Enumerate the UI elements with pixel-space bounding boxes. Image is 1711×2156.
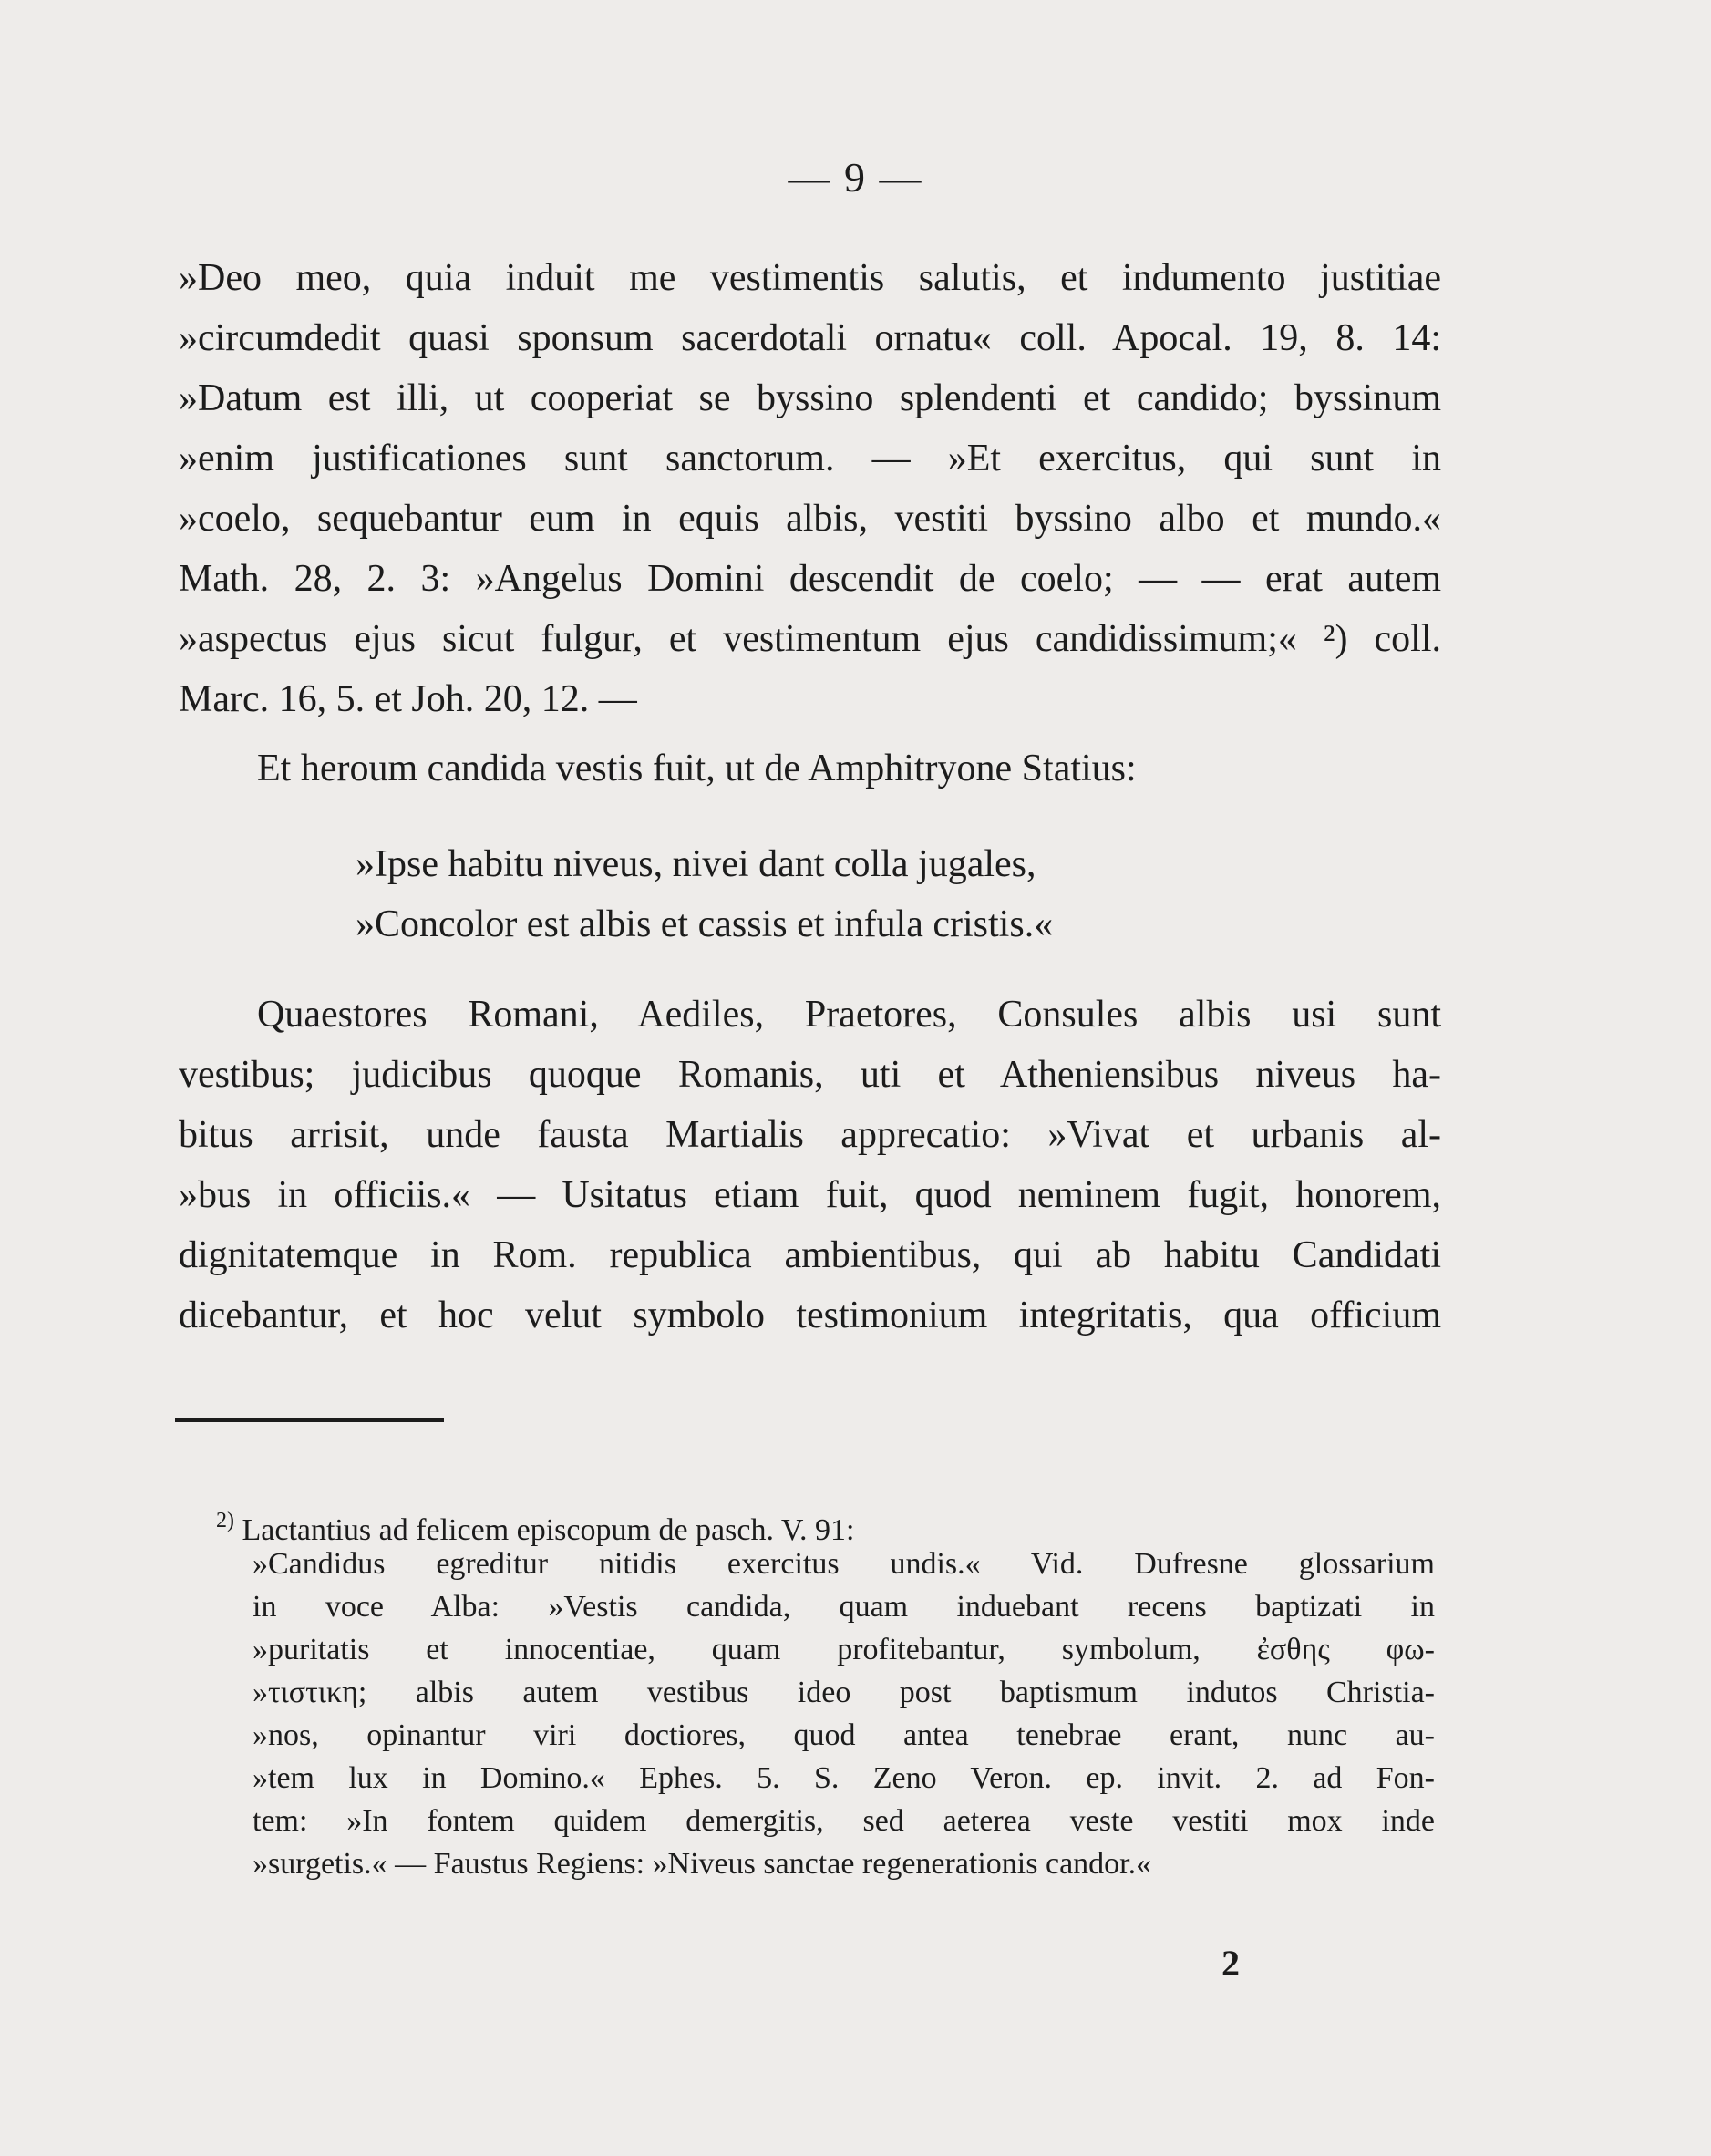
- paragraph-scripture: [179, 248, 1441, 799]
- text-line: Quaestores Romani, Aediles, Praetores, Consules albis usi sunt: [257, 994, 1441, 1036]
- footnote-first-line: [216, 1500, 1435, 1547]
- text-line: »surgetis.« — Faustus Regiens: »Niveus sanctae regenerationis candor.«: [253, 1847, 1152, 1881]
- text-line: Math. 28, 2. 3: »Angelus Domini descendit de coelo; — — erat autem: [179, 558, 1441, 600]
- text-line: »coelo, sequebantur eum in equis albis, vestiti byssino albo et mundo.«: [179, 498, 1441, 540]
- verse-quotation: [356, 834, 1267, 954]
- verse-line: »Concolor est albis et cassis et infula cristis.«: [356, 903, 1054, 945]
- text-line: dicebantur, et hoc velut symbolo testimonium integritatis, qua officium: [179, 1295, 1441, 1336]
- text-line: »aspectus ejus sicut fulgur, et vestimentum ejus candidissimum;« ²) coll.: [179, 618, 1441, 660]
- text-line: dignitatemque in Rom. republica ambientibus, qui ab habitu Candidati: [179, 1234, 1441, 1276]
- page-number-header: — 9 —: [788, 154, 923, 201]
- verse-line: »Ipse habitu niveus, nivei dant colla jugales,: [356, 843, 1036, 885]
- footnote-marker: 2): [216, 1509, 234, 1532]
- text-line: »Datum est illi, ut cooperiat se byssino splendenti et candido; byssinum: [179, 377, 1441, 419]
- text-line: »circumdedit quasi sponsum sacerdotali ornatu« coll. Apocal. 19, 8. 14:: [179, 317, 1441, 359]
- statius-intro: Et heroum candida vestis fuit, ut de Amphitryone Statius:: [257, 748, 1137, 789]
- text-line: »bus in officiis.« — Usitatus etiam fuit, quod neminem fugit, honorem,: [179, 1174, 1441, 1216]
- text-line: »puritatis et innocentiae, quam profitebantur, symbolum, ἐσθης φω-: [253, 1633, 1435, 1666]
- text-line: »nos, opinantur viri doctiores, quod antea tenebrae erant, nunc au-: [253, 1718, 1435, 1752]
- text-line: »Candidus egreditur nitidis exercitus undis.« Vid. Dufresne glossarium: [253, 1547, 1435, 1581]
- text-line: in voce Alba: »Vestis candida, quam induebant recens baptizati in: [253, 1590, 1435, 1624]
- paragraph-romans: [179, 985, 1441, 1346]
- signature-mark: 2: [1221, 1943, 1240, 1984]
- text-line: »enim justificationes sunt sanctorum. — »Et exercitus, qui sunt in: [179, 438, 1441, 480]
- text-line: »tem lux in Domino.« Ephes. 5. S. Zeno Veron. ep. invit. 2. ad Fon-: [253, 1761, 1435, 1795]
- text-line: Lactantius ad felicem episcopum de pasch. V. 91:: [242, 1513, 855, 1547]
- footnote-divider: [175, 1418, 444, 1422]
- text-line: »τιστικη; albis autem vestibus ideo post baptismum indutos Christia-: [253, 1676, 1435, 1709]
- text-line: vestibus; judicibus quoque Romanis, uti et Atheniensibus niveus ha-: [179, 1054, 1441, 1096]
- text-line: Marc. 16, 5. et Joh. 20, 12. —: [179, 678, 637, 720]
- text-line: »Deo meo, quia induit me vestimentis salutis, et indumento justitiae: [179, 257, 1441, 299]
- text-line: bitus arrisit, unde fausta Martialis apprecatio: »Vivat et urbanis al-: [179, 1114, 1441, 1156]
- text-line: tem: »In fontem quidem demergitis, sed aeterea veste vestiti mox inde: [253, 1804, 1435, 1838]
- footnote: [216, 1500, 1435, 1885]
